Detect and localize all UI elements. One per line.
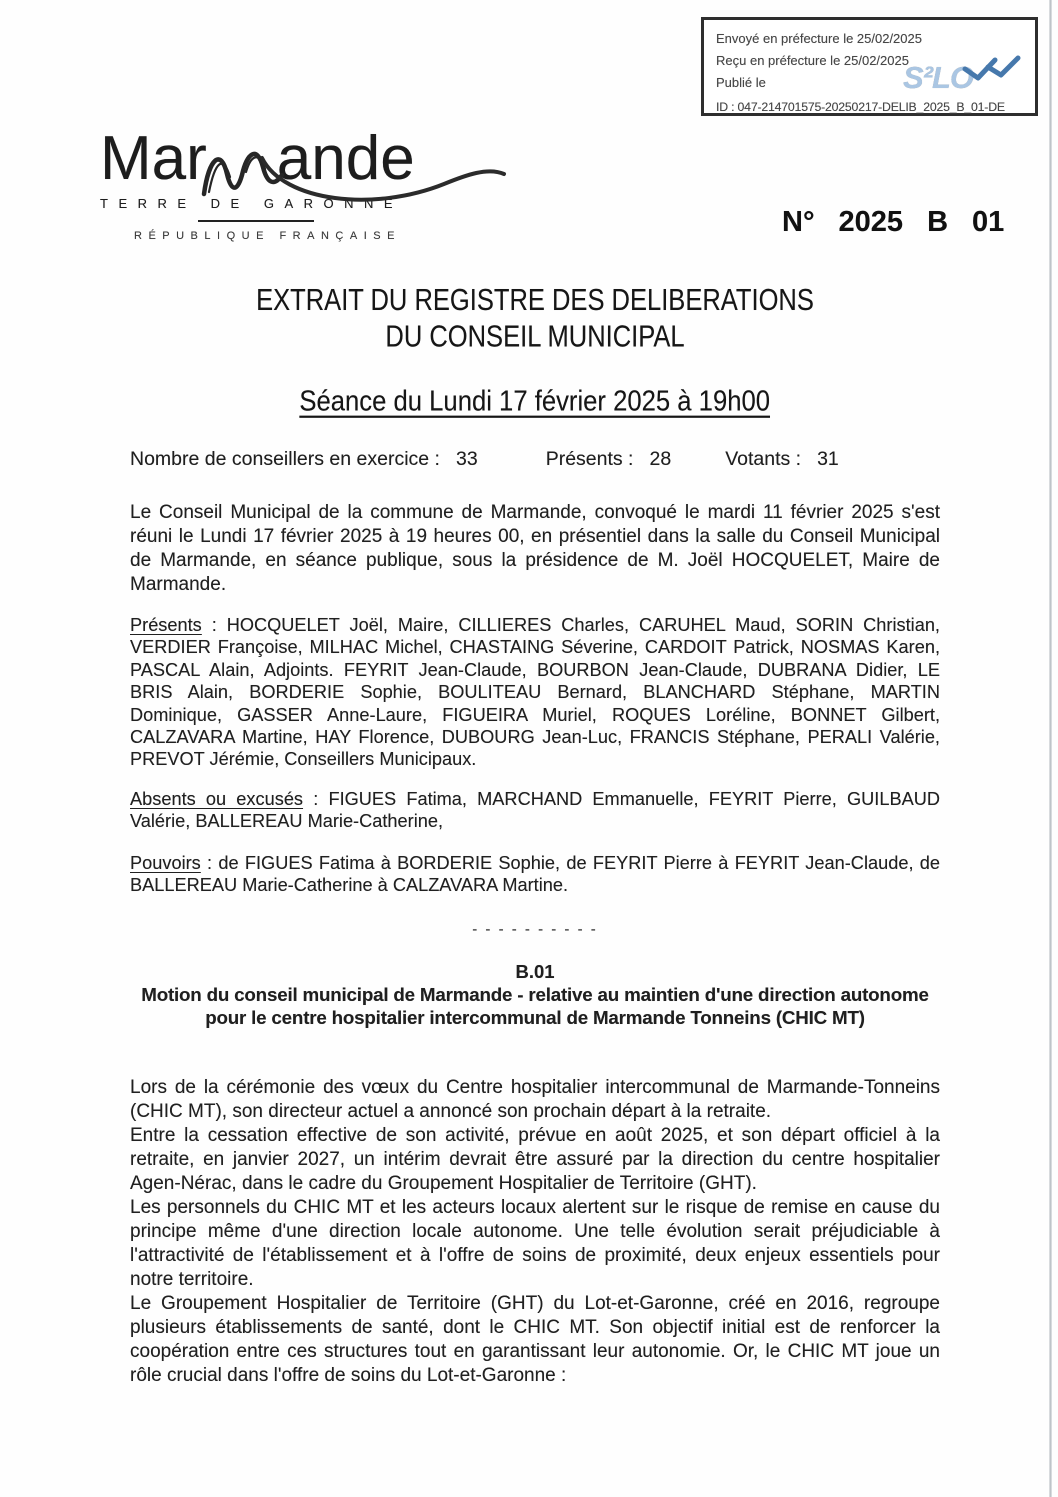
logo-scribble-m-icon bbox=[196, 130, 526, 215]
counter-presents-label: Présents : bbox=[545, 448, 634, 470]
body-paragraph-3: Les personnels du CHIC MT et les acteurs locaux alertent sur le risque de remise en cause du principe même d'une direction locale autonome. Une telle évolution serait préjudiciable à l'attractivité de l'établissement et à l'offre de soins de proximité, deux enjeux essentiels pour notre territoire. bbox=[130, 1197, 940, 1291]
absents-list: FIGUES Fatima, MARCHAND Emmanuelle, FEYRIT Pierre, GUILBAUD Valérie, BALLEREAU Marie-Catherine, bbox=[130, 788, 940, 832]
s2lo-logo bbox=[903, 56, 1021, 96]
document-title-line2: DU CONSEIL MUNICIPAL bbox=[385, 320, 685, 354]
logo-tagline: TERRE DE GARONNE bbox=[100, 196, 404, 211]
presents-label: Présents bbox=[130, 615, 202, 635]
absents-separator: : bbox=[303, 788, 329, 809]
doc-number-series: B bbox=[927, 206, 949, 238]
stamp-received-line: Reçu en préfecture le 25/02/2025 bbox=[716, 53, 909, 68]
counter-votants-label: Votants : bbox=[725, 448, 802, 470]
logo-wordmark-part1: Mar bbox=[100, 124, 207, 193]
section-divider: - - - - - - - - - - bbox=[472, 921, 598, 939]
pouvoirs-list: de FIGUES Fatima à BORDERIE Sophie, de FEYRIT Pierre à FEYRIT Jean-Claude, de BALLEREAU Marie-Catherine à CALZAVARA Martine. bbox=[130, 852, 941, 896]
counter-exercice-label: Nombre de conseillers en exercice : bbox=[130, 448, 440, 470]
s2lo-logo-text: S²LO bbox=[902, 60, 973, 95]
doc-number-prefix: N° bbox=[782, 206, 815, 238]
doc-number-value: 01 bbox=[972, 206, 1005, 238]
prefecture-stamp bbox=[701, 17, 1038, 116]
logo-divider-line bbox=[198, 220, 314, 222]
intro-paragraph: Le Conseil Municipal de la commune de Marmande, convoqué le mardi 11 février 2025 s'est réuni le Lundi 17 février 2025 à 19 heures 00, en présentiel dans la salle du Conseil Municipal de Marmande, en séance publique, sous la présidence de M. Joël HOCQUELET, Maire de Marmande. bbox=[130, 502, 940, 595]
motion-body bbox=[130, 1076, 940, 1388]
doc-number-year: 2025 bbox=[838, 206, 904, 238]
pouvoirs-paragraph bbox=[130, 852, 940, 897]
body-paragraph-1: Lors de la cérémonie des vœux du Centre hospitalier intercommunal de Marmande-Tonneins (CHIC MT), son directeur actuel a annoncé son prochain départ à la retraite. bbox=[130, 1077, 940, 1123]
stamp-sent-line: Envoyé en préfecture le 25/02/2025 bbox=[716, 31, 922, 46]
logo-wordmark-part2: ande bbox=[276, 124, 415, 193]
presents-list: HOCQUELET Joël, Maire, CILLIERES Charles, CARUHEL Maud, SORIN Christian, VERDIER Françoise, MILHAC Michel, CHASTAING Séverine, CARDOIT Patrick, NOSMAS Karen, PASCAL Alain, Adjoints. FEYRIT Jean-Claude, BOURBON Jean-Claude, DUBRANA Didier, LE BRIS Alain, BORDERIE Sophie, BOULITEAU Bernard, BLANCHARD Stéphane, MARTIN Dominique, GASSER Anne-Laure, FIGUEIRA Muriel, ROQUES Loréline, BONNET Gilbert, CALZAVARA Martine, HAY Florence, DUBOURG Jean-Luc, FRANCIS Stéphane, PERALI Valérie, PREVOT Jérémie, Conseillers Municipaux. bbox=[130, 615, 940, 770]
stamp-published-line: Publié le bbox=[716, 75, 766, 90]
session-title: Séance du Lundi 17 février 2025 à 19h00 bbox=[299, 385, 771, 417]
absents-label: Absents ou excusés bbox=[130, 788, 304, 809]
stamp-id-line: ID : 047-214701575-20250217-DELIB_2025_B_01-DE bbox=[716, 100, 1005, 114]
counter-presents-value: 28 bbox=[649, 448, 672, 470]
pouvoirs-separator: : bbox=[200, 852, 219, 873]
presents-separator: : bbox=[201, 615, 227, 635]
logo-republique: RÉPUBLIQUE FRANÇAISE bbox=[134, 230, 401, 242]
body-paragraph-4: Le Groupement Hospitalier de Territoire (GHT) du Lot-et-Garonne, créé en 2016, regroupe plusieurs établissements de santé, dont le CHIC MT. Son objectif initial est de renforcer la coopération entre ces structures tout en garantissant leur autonomie. Or, le CHIC MT joue un rôle crucial dans l'offre de soins du Lot-et-Garonne : bbox=[130, 1293, 940, 1387]
motion-code: B.01 bbox=[515, 961, 555, 983]
counter-votants-value: 31 bbox=[817, 448, 839, 470]
pouvoirs-label: Pouvoirs bbox=[130, 852, 201, 873]
body-paragraph-2: Entre la cessation effective de son activité, prévue en août 2025, et son départ officiel à la retraite, en janvier 2027, un intérim devrait être assuré par la direction du centre hospitalier Agen-Nérac, dans le cadre du Groupement Hospitalier de Territoire (GHT). bbox=[130, 1125, 940, 1195]
absents-paragraph bbox=[130, 788, 940, 833]
document-title-line1: EXTRAIT DU REGISTRE DES DELIBERATIONS bbox=[256, 284, 814, 318]
document-title bbox=[179, 283, 892, 356]
counters-row bbox=[130, 448, 940, 471]
document-content bbox=[0, 283, 1058, 1388]
motion-title-line1: Motion du conseil municipal de Marmande - relative au maintien d'une direction autonome bbox=[141, 984, 929, 1006]
presents-paragraph bbox=[130, 614, 940, 771]
logo-wordmark bbox=[100, 126, 420, 192]
motion-title-line2: pour le centre hospitalier intercommunal de Marmande Tonneins (CHIC MT) bbox=[205, 1007, 865, 1029]
counter-exercice-value: 33 bbox=[455, 448, 478, 470]
motion-title bbox=[130, 983, 940, 1029]
marmande-logo bbox=[100, 126, 420, 242]
doc-number bbox=[782, 206, 1004, 239]
s2lo-swoosh-icon bbox=[963, 56, 1021, 82]
